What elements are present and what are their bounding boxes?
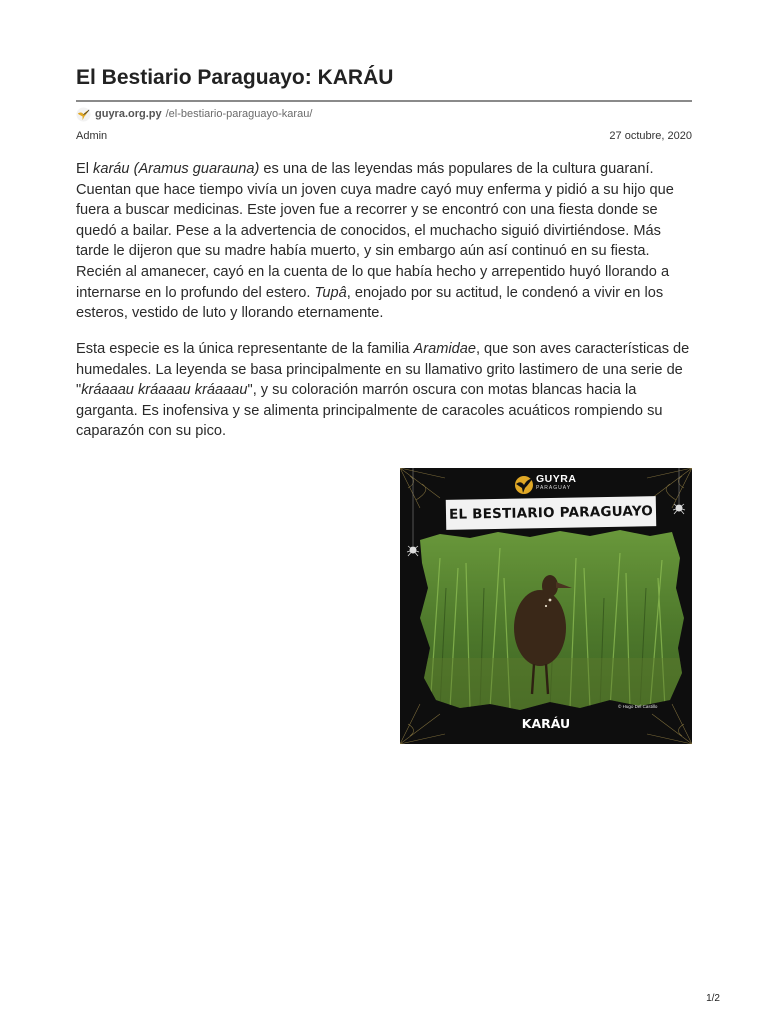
paragraph-1: El karáu (Aramus guarauna) es una de las leyendas más populares de la cultura guaraní. Cuentan que hace tiempo vivía un joven cuya madre cayó muy enferma y pidió a su hijo que fuera a buscar medicinas. Este joven fue a recorrer y se encontró con una fiesta donde se quedó a bailar. Pese a la advertencia de conocidos, el muchacho siguió divirtiéndose. Más tarde le dijeron que su madre había muerto, y sin embargo aún así continuó en su fiesta. Recién al amanecer, cayó en la cuenta de lo que había hecho y arrepentido huyó llorando a internarse en lo profundo del estero. Tupâ, enojado por su actitud, le condenó a vivir en los esteros, vestido de luto y llorando eternamente. (76, 161, 674, 322)
logo-country: PARAGUAY (536, 484, 572, 491)
page-number: 1/2 (706, 993, 720, 1004)
bird-favicon-icon (76, 107, 91, 122)
image-banner (446, 496, 656, 530)
logo-brand: GUYRA (536, 473, 577, 485)
source-line[interactable] (76, 106, 312, 122)
publish-date: 27 octubre, 2020 (609, 130, 692, 142)
source-domain[interactable]: guyra.org.py (95, 108, 162, 120)
title-divider (76, 100, 692, 102)
author: Admin (76, 130, 108, 142)
photo-credit: © Hugo Del Castillo (618, 704, 658, 709)
guyra-logo (512, 474, 576, 491)
article-title: El Bestiario Paraguayo: KARÁU (76, 66, 394, 89)
source-path[interactable]: /el-bestiario-paraguayo-karau/ (165, 108, 313, 120)
image-caption: KARÁU (521, 716, 571, 731)
paragraph-2: Esta especie es la única representante de la familia Aramidae, que son aves características de humedales. La leyenda se basa principalmente en su llamativo grito lastimero de una serie de "kráaaau kráaaau kráaaau", y su coloración marrón oscura con motas blancas hacia la garganta. Es inofensiva y se alimenta principalmente de caracoles acuáticos rompiendo su caparazón con su pico. (76, 341, 690, 440)
article-meta (76, 130, 692, 142)
article-image (400, 468, 692, 744)
image-banner-text: EL BESTIARIO PARAGUAYO (448, 503, 654, 523)
